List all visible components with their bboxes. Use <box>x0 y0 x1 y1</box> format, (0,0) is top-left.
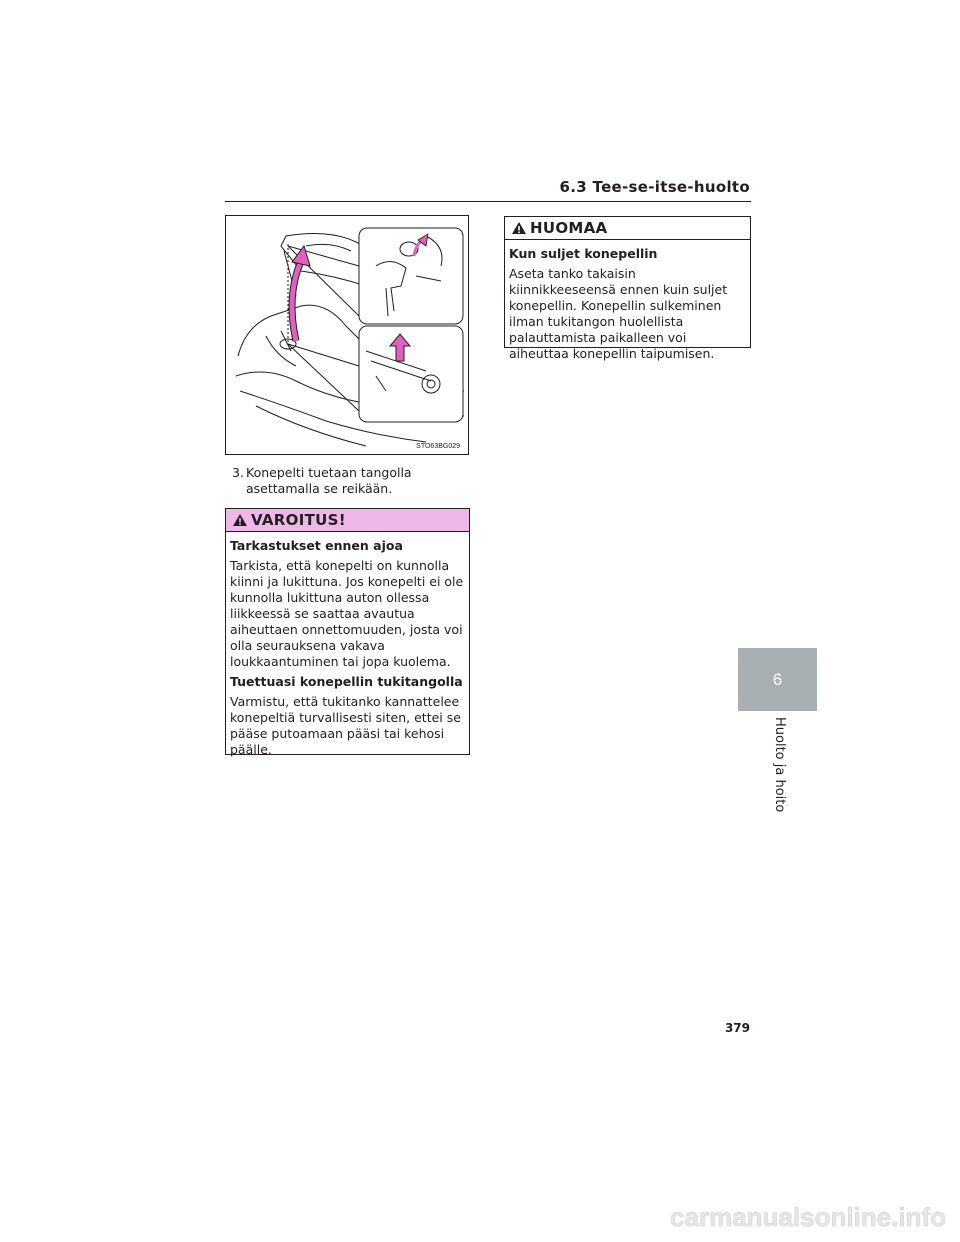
warning-subheading-1: Tarkastukset ennen ajoa <box>230 538 403 553</box>
caution-triangle-icon <box>511 221 527 235</box>
figure-code: STO63BG029 <box>416 443 460 450</box>
warning-header <box>226 509 469 532</box>
step-text-line2: asettamalla se reikään. <box>246 481 393 496</box>
warning-text-1: Tarkista, että konepelti on kunnolla kiinni ja lukittuna. Jos konepelti ei ole kunnolla lukittuna auton ollessa liikkeessä se saattaa avautua aiheuttaen onnettomuuden, josta voi olla seurauksena vakava loukkaantuminen tai jopa kuolema. <box>230 558 464 669</box>
section-title: 6.3 Tee-se-itse-huolto <box>559 178 750 196</box>
chapter-tab[interactable]: 6 <box>738 648 817 711</box>
hood-support-illustration <box>225 215 469 455</box>
warning-box <box>225 508 470 755</box>
warning-subheading-2: Tuettuasi konepellin tukitangolla <box>230 674 463 689</box>
caution-box <box>504 216 751 361</box>
step-number: 3. <box>232 465 244 480</box>
watermark-logo <box>628 1200 948 1234</box>
page-number: 379 <box>724 1021 750 1035</box>
warning-title: VAROITUS! <box>251 511 346 529</box>
step-text-line1: Konepelti tuetaan tangolla <box>246 465 412 480</box>
svg-text:carmanualsonline.info: carmanualsonline.info <box>670 1202 946 1232</box>
warning-triangle-icon <box>232 513 248 527</box>
car-hood-drawing <box>226 216 468 454</box>
caution-text: Aseta tanko takaisin kiinnikkeeseensä ennen kuin suljet konepellin. Konepellin sulkeminen ilman tukitangon huolellista palauttamista paikalleen voi aiheuttaa konepellin taipumisen. <box>509 266 728 361</box>
chapter-label: Huolto ja hoito <box>772 717 787 813</box>
warning-text-2: Varmistu, että tukitanko kannattelee konepeltiä turvallisesti siten, ettei se pääse putoamaan pääsi tai kehosi päälle. <box>230 694 461 757</box>
caution-title: HUOMAA <box>530 219 608 237</box>
header-rule <box>225 201 751 202</box>
step-3 <box>232 465 472 497</box>
caution-header <box>505 217 750 240</box>
caution-subheading: Kun suljet konepellin <box>509 246 658 261</box>
